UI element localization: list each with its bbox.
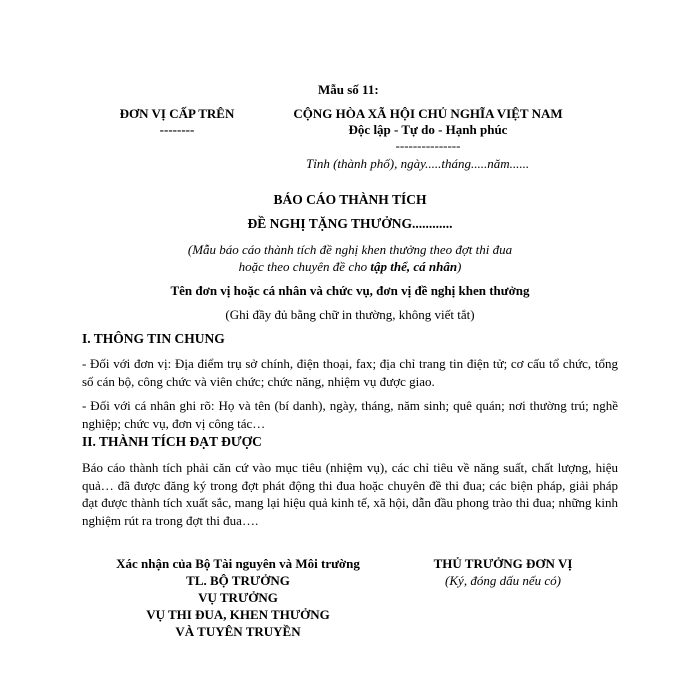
form-number: Mẫu số 11: (318, 82, 379, 97)
subtitle-line2-prefix: hoặc theo chuyên đề cho (238, 259, 371, 274)
left-header-org: ĐƠN VỊ CẤP TRÊN (119, 106, 235, 121)
section2-para1: Báo cáo thành tích phải căn cứ vào mục tiêu (nhiệm vụ), các chỉ tiêu về năng suất, chất lượng, hiệu quả… đã được đăng ký trong đợt phát động thi đua hoặc chuyên đề thi đua; các biện pháp, giải pháp đạt được thành tích xuất sắc, mang lại hiệu quả kinh tế, xã hội, dẫn đầu phong trào thi đua; những kinh nghiệm rút ra trong đợt thi đua…. (82, 460, 618, 528)
sig-left-line2: TL. BỘ TRƯỞNG (186, 573, 290, 588)
sig-left-line4: VỤ THI ĐUA, KHEN THƯỞNG (146, 607, 330, 622)
place-date: Tỉnh (thành phố), ngày.....tháng.....năm...... (306, 156, 530, 171)
subtitle-line2-bold: tập thể, cá nhân (370, 259, 458, 274)
motto-dashes: --------------- (395, 138, 461, 153)
national-motto: Độc lập - Tự do - Hạnh phúc (348, 122, 508, 137)
sig-right-line1: THỦ TRƯỞNG ĐƠN VỊ (433, 556, 573, 571)
subtitle-line1: (Mẫu báo cáo thành tích đề nghị khen thưởng theo đợt thi đua (187, 242, 513, 257)
section1-heading: I. THÔNG TIN CHUNG (82, 331, 225, 346)
report-title-line2: ĐỀ NGHỊ TẶNG THƯỞNG............ (247, 216, 453, 231)
unit-name-note: (Ghi đầy đủ bằng chữ in thường, không viết tắt) (225, 307, 475, 322)
sig-left-line1: Xác nhận của Bộ Tài nguyên và Môi trường (116, 556, 360, 571)
section1-para2: - Đối với cá nhân ghi rõ: Họ và tên (bí danh), ngày, tháng, năm sinh; quê quán; nơi thường trú; nghề nghiệp; chức vụ, đơn vị công tác… (82, 398, 618, 431)
subtitle-line2-suffix: ) (457, 259, 462, 274)
report-title: BÁO CÁO THÀNH TÍCH (273, 192, 427, 207)
sig-left-line3: VỤ TRƯỞNG (198, 590, 278, 605)
sig-right-line2: (Ký, đóng dấu nếu có) (445, 573, 561, 588)
section1-para1: - Đối với đơn vị: Địa điểm trụ sở chính, điện thoại, fax; địa chỉ trang tin điện tử; cơ cấu tổ chức, tổng số cán bộ, công chức và viên chức; chức năng, nhiệm vụ được giao. (82, 356, 618, 389)
section2-heading: II. THÀNH TÍCH ĐẠT ĐƯỢC (82, 434, 262, 449)
sig-left-line5: VÀ TUYÊN TRUYỀN (175, 624, 301, 639)
unit-name-line: Tên đơn vị hoặc cá nhân và chức vụ, đơn vị đề nghị khen thưởng (170, 283, 530, 298)
left-header-dashes: -------- (159, 122, 195, 137)
subtitle-line2 (0, 259, 700, 275)
country-name: CỘNG HÒA XÃ HỘI CHỦ NGHĨA VIỆT NAM (293, 106, 563, 121)
